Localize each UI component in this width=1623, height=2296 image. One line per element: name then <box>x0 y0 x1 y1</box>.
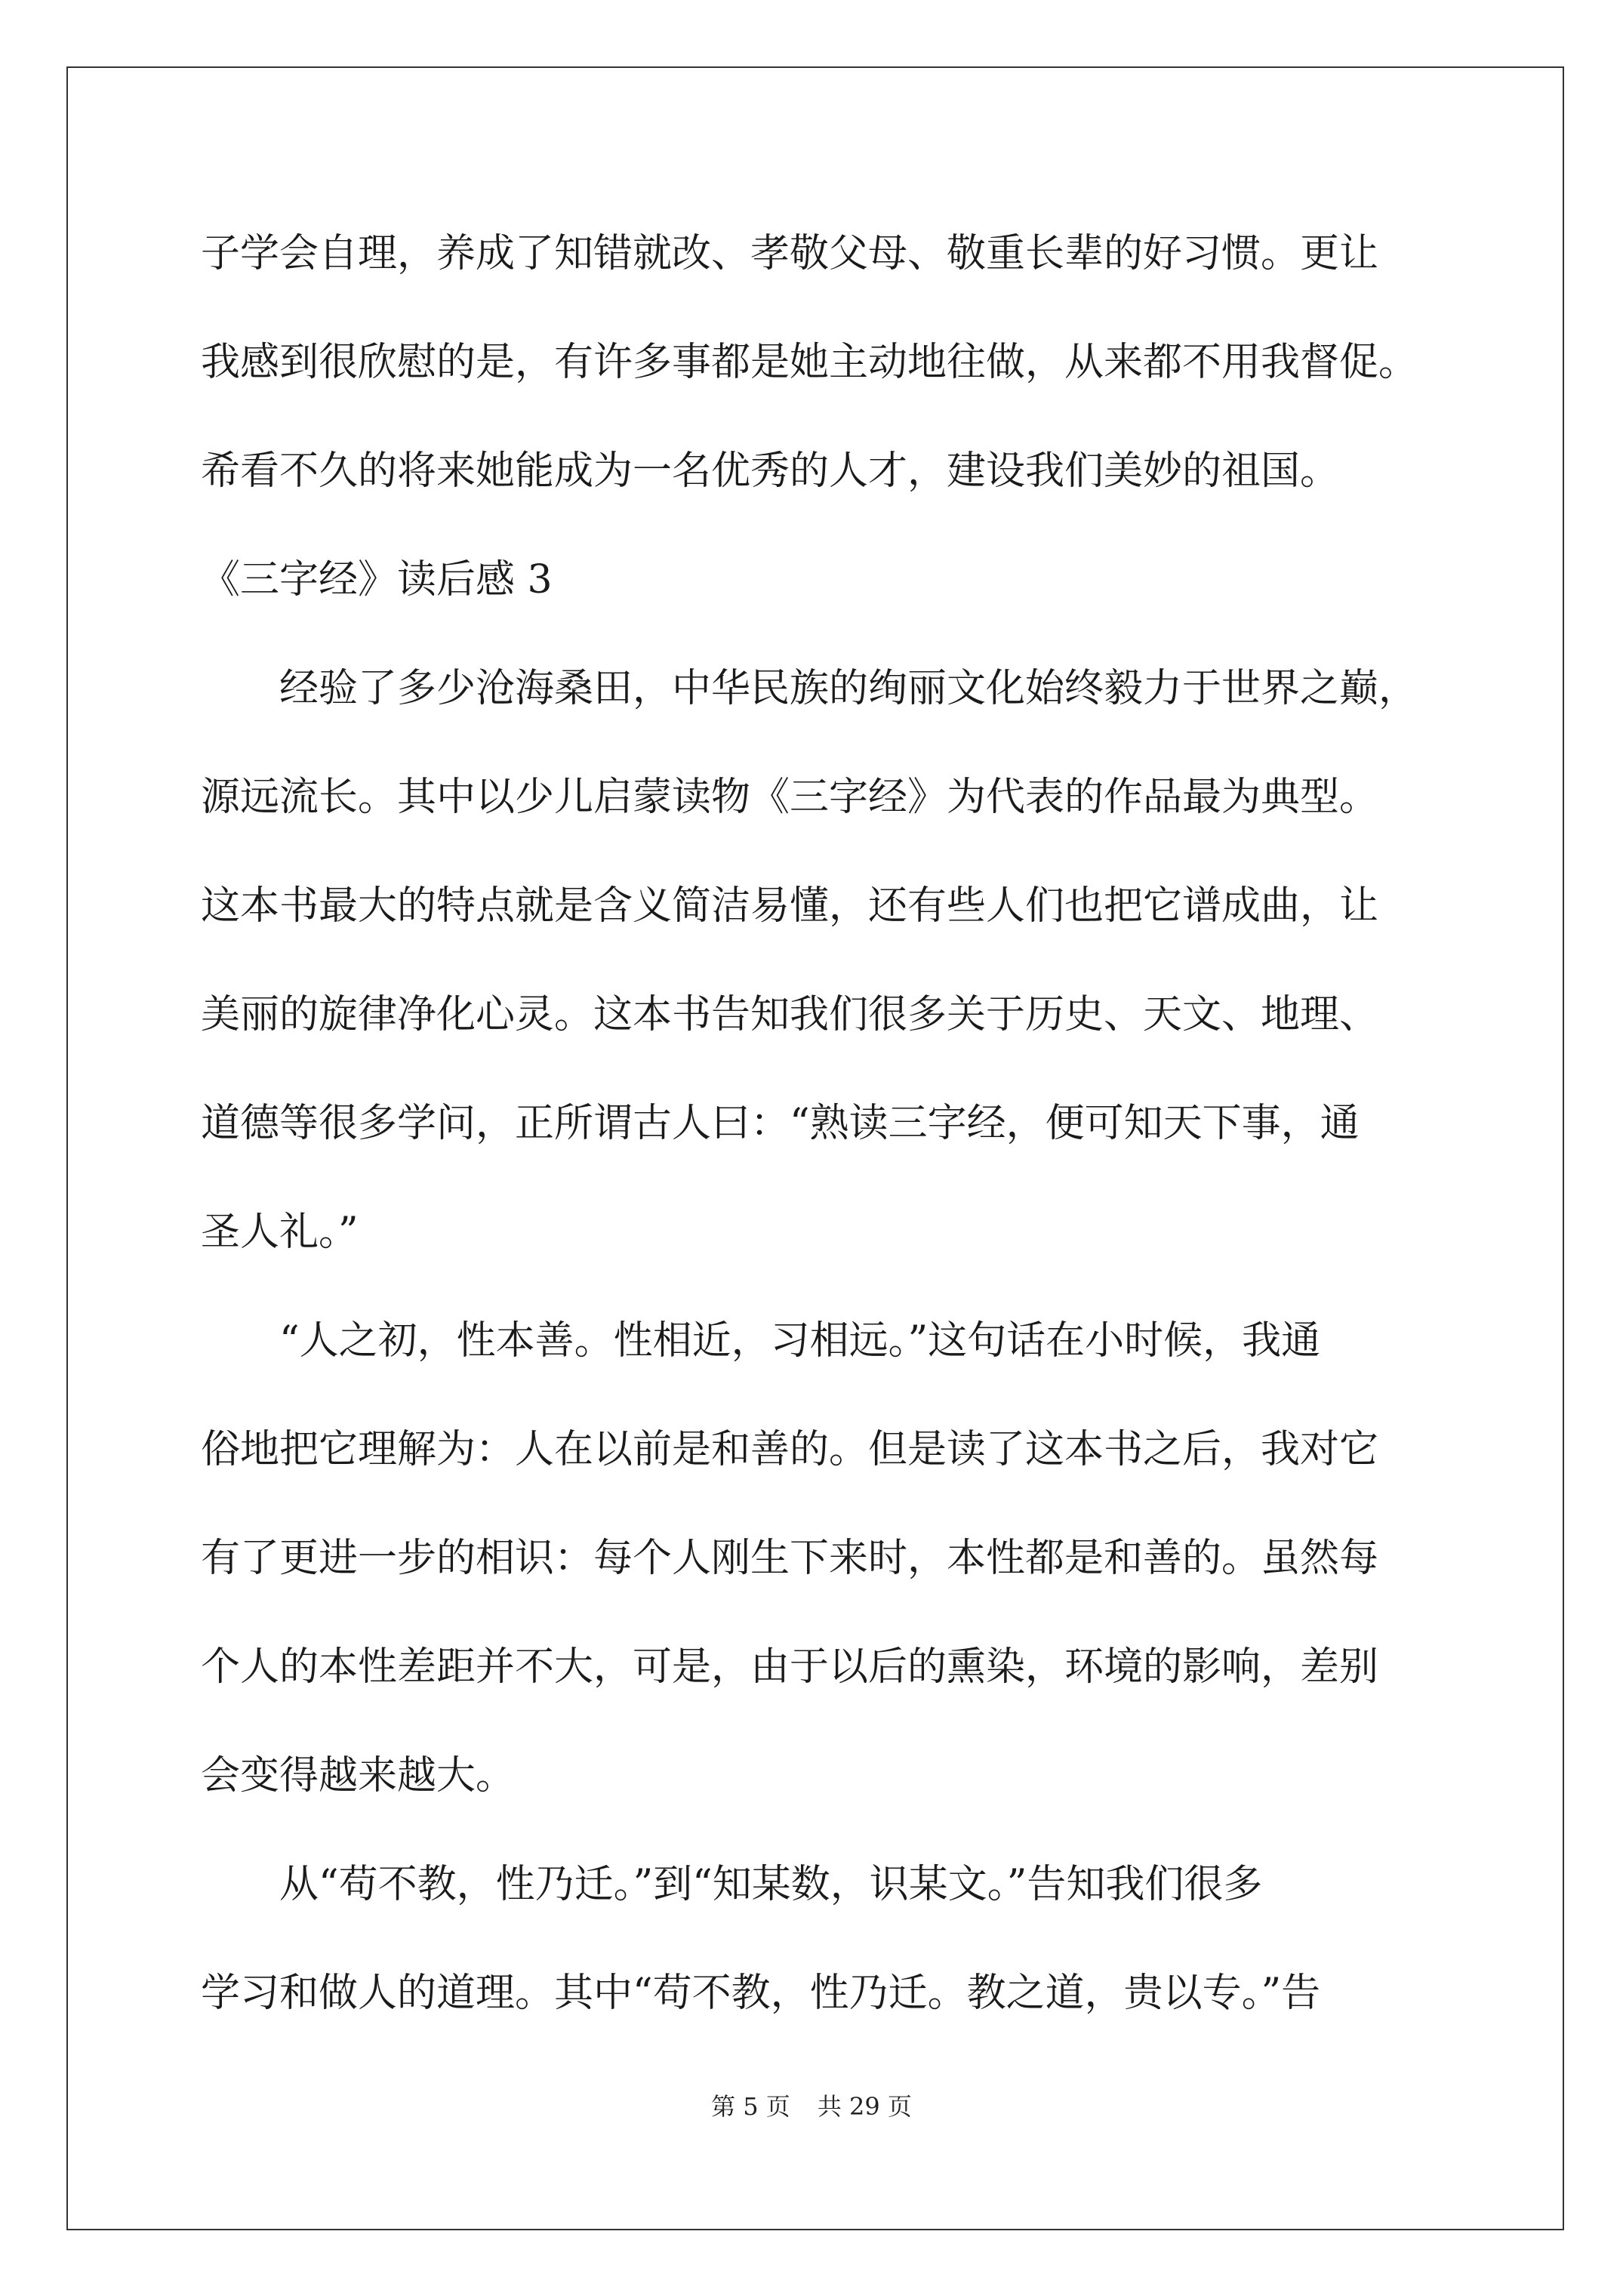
text-line: “人之初，性本善。性相近，习相远。”这句话在小时候，我通 <box>201 1318 1321 1364</box>
text-line: 有了更进一步的相识：每个人刚生下来时，本性都是和善的。虽然每 <box>201 1536 1379 1581</box>
text-line: 美丽的旋律净化心灵。这本书告知我们很多关于历史、天文、地理、 <box>201 992 1379 1037</box>
text-line: 我感到很欣慰的是，有许多事都是她主动地往做，从来都不用我督促。 <box>201 340 1418 385</box>
section-heading: 《三字经》读后感 3 <box>201 557 553 603</box>
page-total: 共 29 页 <box>817 2092 912 2121</box>
text-line: 这本书最大的特点就是含义简洁易懂，还有些人们也把它谱成曲，让 <box>201 883 1379 929</box>
text-line: 希看不久的将来她能成为一名优秀的人才，建设我们美妙的祖国。 <box>201 448 1340 494</box>
text-line: 源远流长。其中以少儿启蒙读物《三字经》为代表的作品最为典型。 <box>201 775 1379 820</box>
text-line: 会变得越来越大。 <box>201 1753 516 1798</box>
text-line: 个人的本性差距并不大，可是，由于以后的熏染，环境的影响，差别 <box>201 1644 1379 1690</box>
text-line: 俗地把它理解为：人在以前是和善的。但是读了这本书之后，我对它 <box>201 1427 1379 1472</box>
text-line: 学习和做人的道理。其中“苟不教，性乃迁。教之道，贵以专。”告 <box>201 1971 1321 2016</box>
page-number: 第 5 页 <box>711 2092 790 2121</box>
text-line: 经验了多少沧海桑田，中华民族的绚丽文化始终毅力于世界之巅， <box>201 666 1418 711</box>
page-footer <box>0 2091 1623 2122</box>
text-line: 从“苟不教，性乃迁。”到“知某数，识某文。”告知我们很多 <box>201 1862 1263 1907</box>
text-line: 道德等很多学问，正所谓古人曰：“熟读三字经，便可知天下事，通 <box>201 1101 1360 1146</box>
text-line: 圣人礼。” <box>201 1210 359 1255</box>
document-body <box>201 219 1439 2067</box>
text-line: 子学会自理，养成了知错就改、孝敬父母、敬重长辈的好习惯。更让 <box>201 231 1379 276</box>
